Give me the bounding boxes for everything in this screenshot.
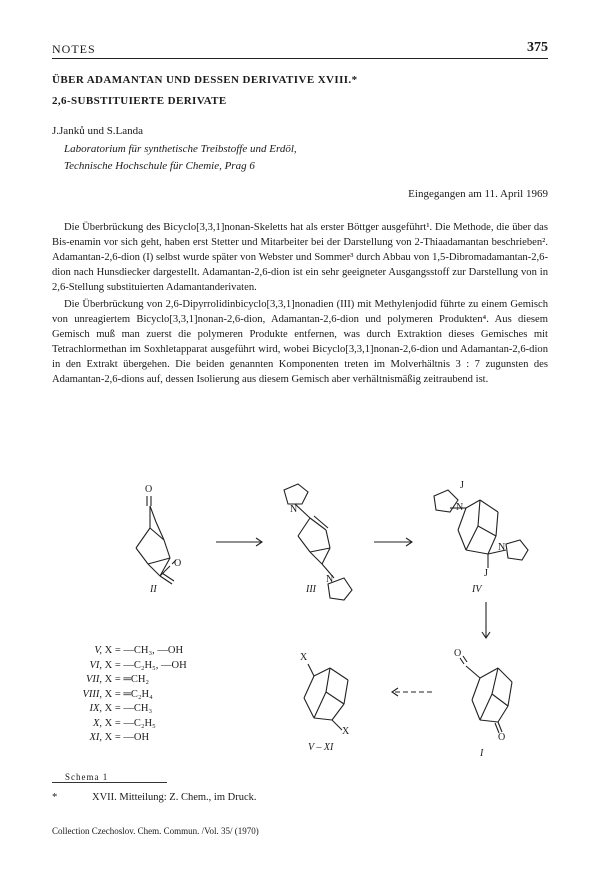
atom-n-iii-top: N [290,504,298,515]
atom-o-i-top: O [454,648,462,659]
footnote-mark: * [52,792,58,803]
section-name: NOTES [52,42,96,56]
atom-j-iv-bottom: J [484,568,488,579]
atom-n-iv-bottom: N [498,542,506,553]
reaction-scheme [52,478,548,788]
legend-row: X, X = —C₂H₅ [92,717,156,729]
atom-n-iv-top: N [456,502,464,513]
affiliation-line-1: Laboratorium für synthetische Treibstoffe und Erdöl, [64,143,297,155]
legend-row: VII, X = ═CH₂ [85,674,150,685]
structure-v-xi [304,664,348,730]
label-compound-v-xi: V – XI [308,742,334,753]
atom-j-iv-top: J [460,480,464,491]
body-text [52,220,548,387]
structure-iv [434,490,528,568]
label-compound-i: I [480,748,484,759]
legend-row: XI, X = —OH [89,732,150,743]
substituent-legend [62,644,187,746]
footnote [52,792,256,803]
article-title: ÜBER ADAMANTAN UND DESSEN DERIVATIVE XVIII.* [52,74,358,86]
atom-o-i-bottom: O [498,732,506,743]
structure-ii [136,496,176,584]
atom-x-bottom: X [342,726,350,737]
affiliation-line-2: Technische Hochschule für Chemie, Prag 6 [64,160,255,172]
label-compound-iii: III [306,584,316,595]
page-number: 375 [527,40,548,55]
legend-row: V, X = —CH₃, —OH [94,645,184,656]
legend-row: IX, X = —CH₃ [89,703,153,714]
article-subtitle: 2,6-SUBSTITUIERTE DERIVATE [52,95,227,107]
structure-i [460,656,512,733]
scheme-caption: Schema 1 [65,772,109,782]
label-compound-ii: II [150,584,157,595]
atom-x-top: X [300,652,308,663]
structure-iii [284,484,352,600]
label-compound-iv: IV [472,584,482,595]
footnote-separator [52,782,167,783]
paragraph-1: Die Überbrückung des Bicyclo[3,3,1]nonan-Skeletts hat als erster Böttger ausgeführt¹. Die Methode, die über das Bis-enamin vor sich geht, haben erst Stetter und Mitarbeiter bei der Darstellung von 2-Thiaadamantan beschrieben². Adamantan-2,6-dion (I) selbst wurde später von Webster und Sommer³ durch Abbau von 1,5-Dibromadamantan-2,6-dion nach Hunsdiecker dargestellt. Adamantan-2,6-dion ist ein sehr geeigneter Ausgangsstoff zur Darstellung von in 2,6-Stellung substituierten Adamantanderivaten. [52,222,548,293]
legend-row: VIII, X = ═C₂H₄ [82,688,153,700]
authors: J.Janků und S.Landa [52,125,144,137]
paragraph-2: Die Überbrückung von 2,6-Dipyrrolidinbicyclo[3,3,1]nonadien (III) mit Methylenjodid führte zu einem Gemisch von unreagiertem Bicyclo[3,3,1]nonan-2,6-dion, Adamantan-2,6-dion und polymeren Produkten⁴. Aus diesem Gemisch muß man zuerst die polymeren Produkte entfernen, was durch Extraktion dieses Gemisches mit Tetrachlormethan im Soxhletapparat ausgeführt wird, wobei Bicyclo[3,3,1]nonan-2,6-dion und Adamantan-2,6-dion in den Extrakt übergehen. Die beiden genannten Komponenten treten im Molverhältnis 3 : 7 zugunsten des Adamantan-2,6-dions auf, dessen Isolierung aus diesem Gemisch aber verhältnismäßig zeitraubend ist. [52,299,548,385]
footnote-text: XVII. Mitteilung: Z. Chem., im Druck. [92,792,257,803]
journal-citation: Collection Czechoslov. Chem. Commun. /Vol. 35/ (1970) [52,826,259,836]
atom-n-iii-bottom: N [326,574,334,585]
received-date: Eingegangen am 11. April 1969 [408,188,548,200]
legend-row: VI, X = —C₂H₅, —OH [89,659,187,671]
atom-o-ii-bottom: O [174,558,182,569]
running-header [52,40,548,59]
atom-o-ii-top: O [145,484,153,495]
